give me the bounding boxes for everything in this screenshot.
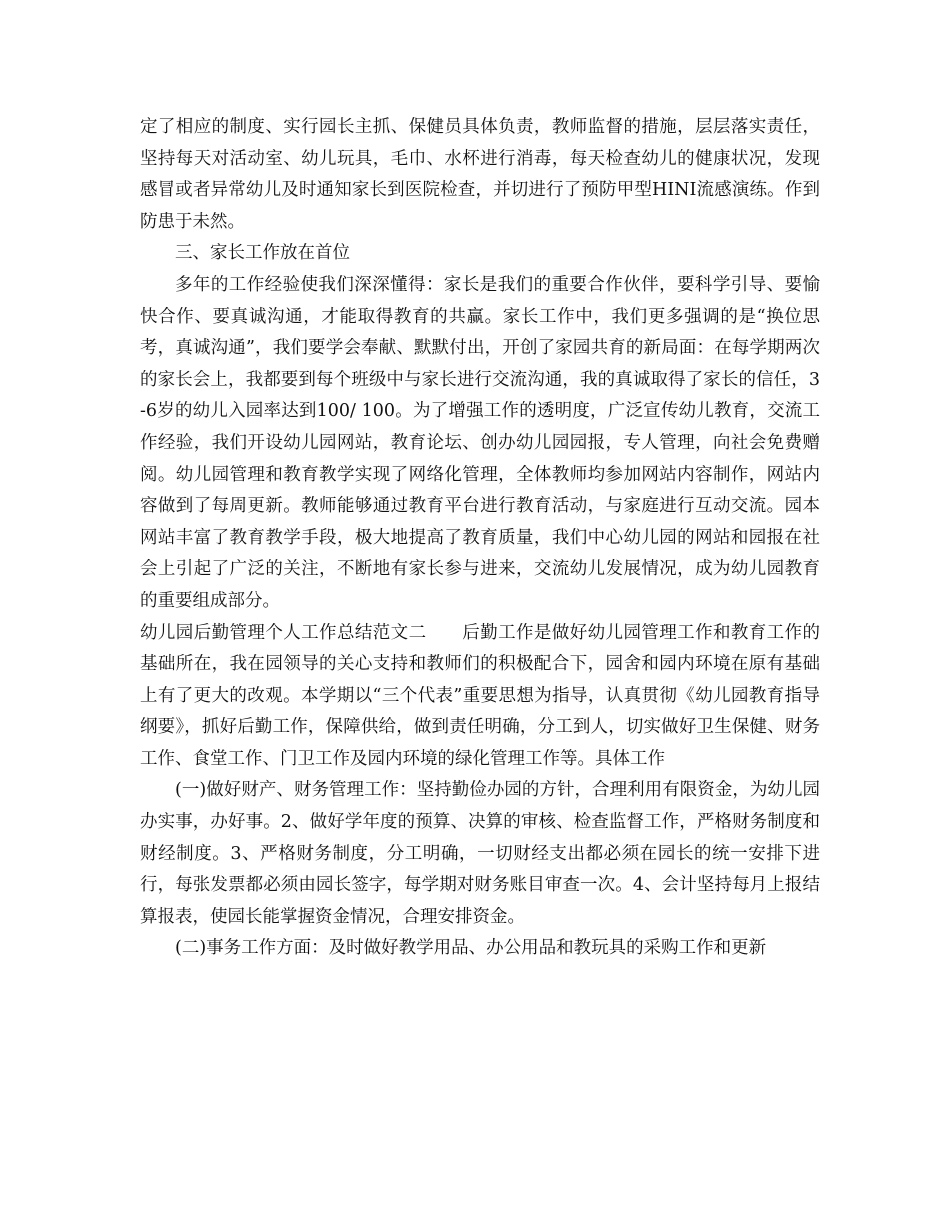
paragraph-parent-work: 多年的工作经验使我们深深懂得：家长是我们的重要合作伙伴，要科学引导、要愉快合作、要真诚沟通，才能取得教育的共赢。家长工作中，我们更多强调的是“换位思考，真诚沟通”，我们要学会奉献、默默付出，开创了家园共育的新局面：在每学期两次的家长会上，我都要到每个班级中与家长进行交流沟通，我的真诚取得了家长的信任，3-6岁的幼儿入园率达到100/ 100。为了增强工作的透明度，广泛宣传幼儿教育，交流工作经验，我们开设幼儿园网站，教育论坛、创办幼儿园园报，专人管理，向社会免费赠阅。幼儿园管理和教育教学实现了网络化管理，全体教师均参加网站内容制作，网站内容做到了每周更新。教师能够通过教育平台进行教育活动，与家庭进行互动交流。园本网站丰富了教育教学手段，极大地提高了教育质量，我们中心幼儿园的网站和园报在社会上引起了广泛的关注，不断地有家长参与进来，交流幼儿发展情况，成为幼儿园教育的重要组成部分。	[140, 274, 820, 611]
section-heading-parent-work: 三、家长工作放在首位	[175, 243, 350, 264]
paragraph-logistics-summary-two: 幼儿园后勤管理个人工作总结范文二 后勤工作是做好幼儿园管理工作和教育工作的基础所在，我在园领导的关心支持和教师们的积极配合下，园舍和园内环境在原有基础上有了更大的改观。本学期以“三个代表”重要思想为指导，认真贯彻《幼儿园教育指导纲要》，抓好后勤工作，保障供给，做到责任明确，分工到人，切实做好卫生保健、财务工作、食堂工作、门卫工作及园内环境的绿化管理工作等。具体工作	[140, 622, 820, 769]
document-page	[140, 112, 820, 965]
paragraph-hygiene-measures: 定了相应的制度、实行园长主抓、保健员具体负责，教师监督的措施，层层落实责任，坚持每天对活动室、幼儿玩具，毛巾、水杯进行消毒，每天检查幼儿的健康状况，发现感冒或者异常幼儿及时通知家长到医院检查，并切进行了预防甲型HINI流感演练。作到防患于未然。	[140, 117, 820, 232]
paragraph-affairs-work: (二)事务工作方面：及时做好教学用品、办公用品和教玩具的采购工作和更新	[175, 938, 767, 959]
paragraph-finance-management: (一)做好财产、财务管理工作：坚持勤俭办园的方针，合理利用有限资金，为幼儿园办实事，办好事。2、做好学年度的预算、决算的审核、检查监督工作，严格财务制度和财经制度。3、严格财务制度，分工明确，一切财经支出都必须在园长的统一安排下进行，每张发票都必须由园长签字，每学期对财务账目审查一次。4、会计坚持每月上报结算报表，使园长能掌握资金情况，合理安排资金。	[140, 780, 820, 927]
